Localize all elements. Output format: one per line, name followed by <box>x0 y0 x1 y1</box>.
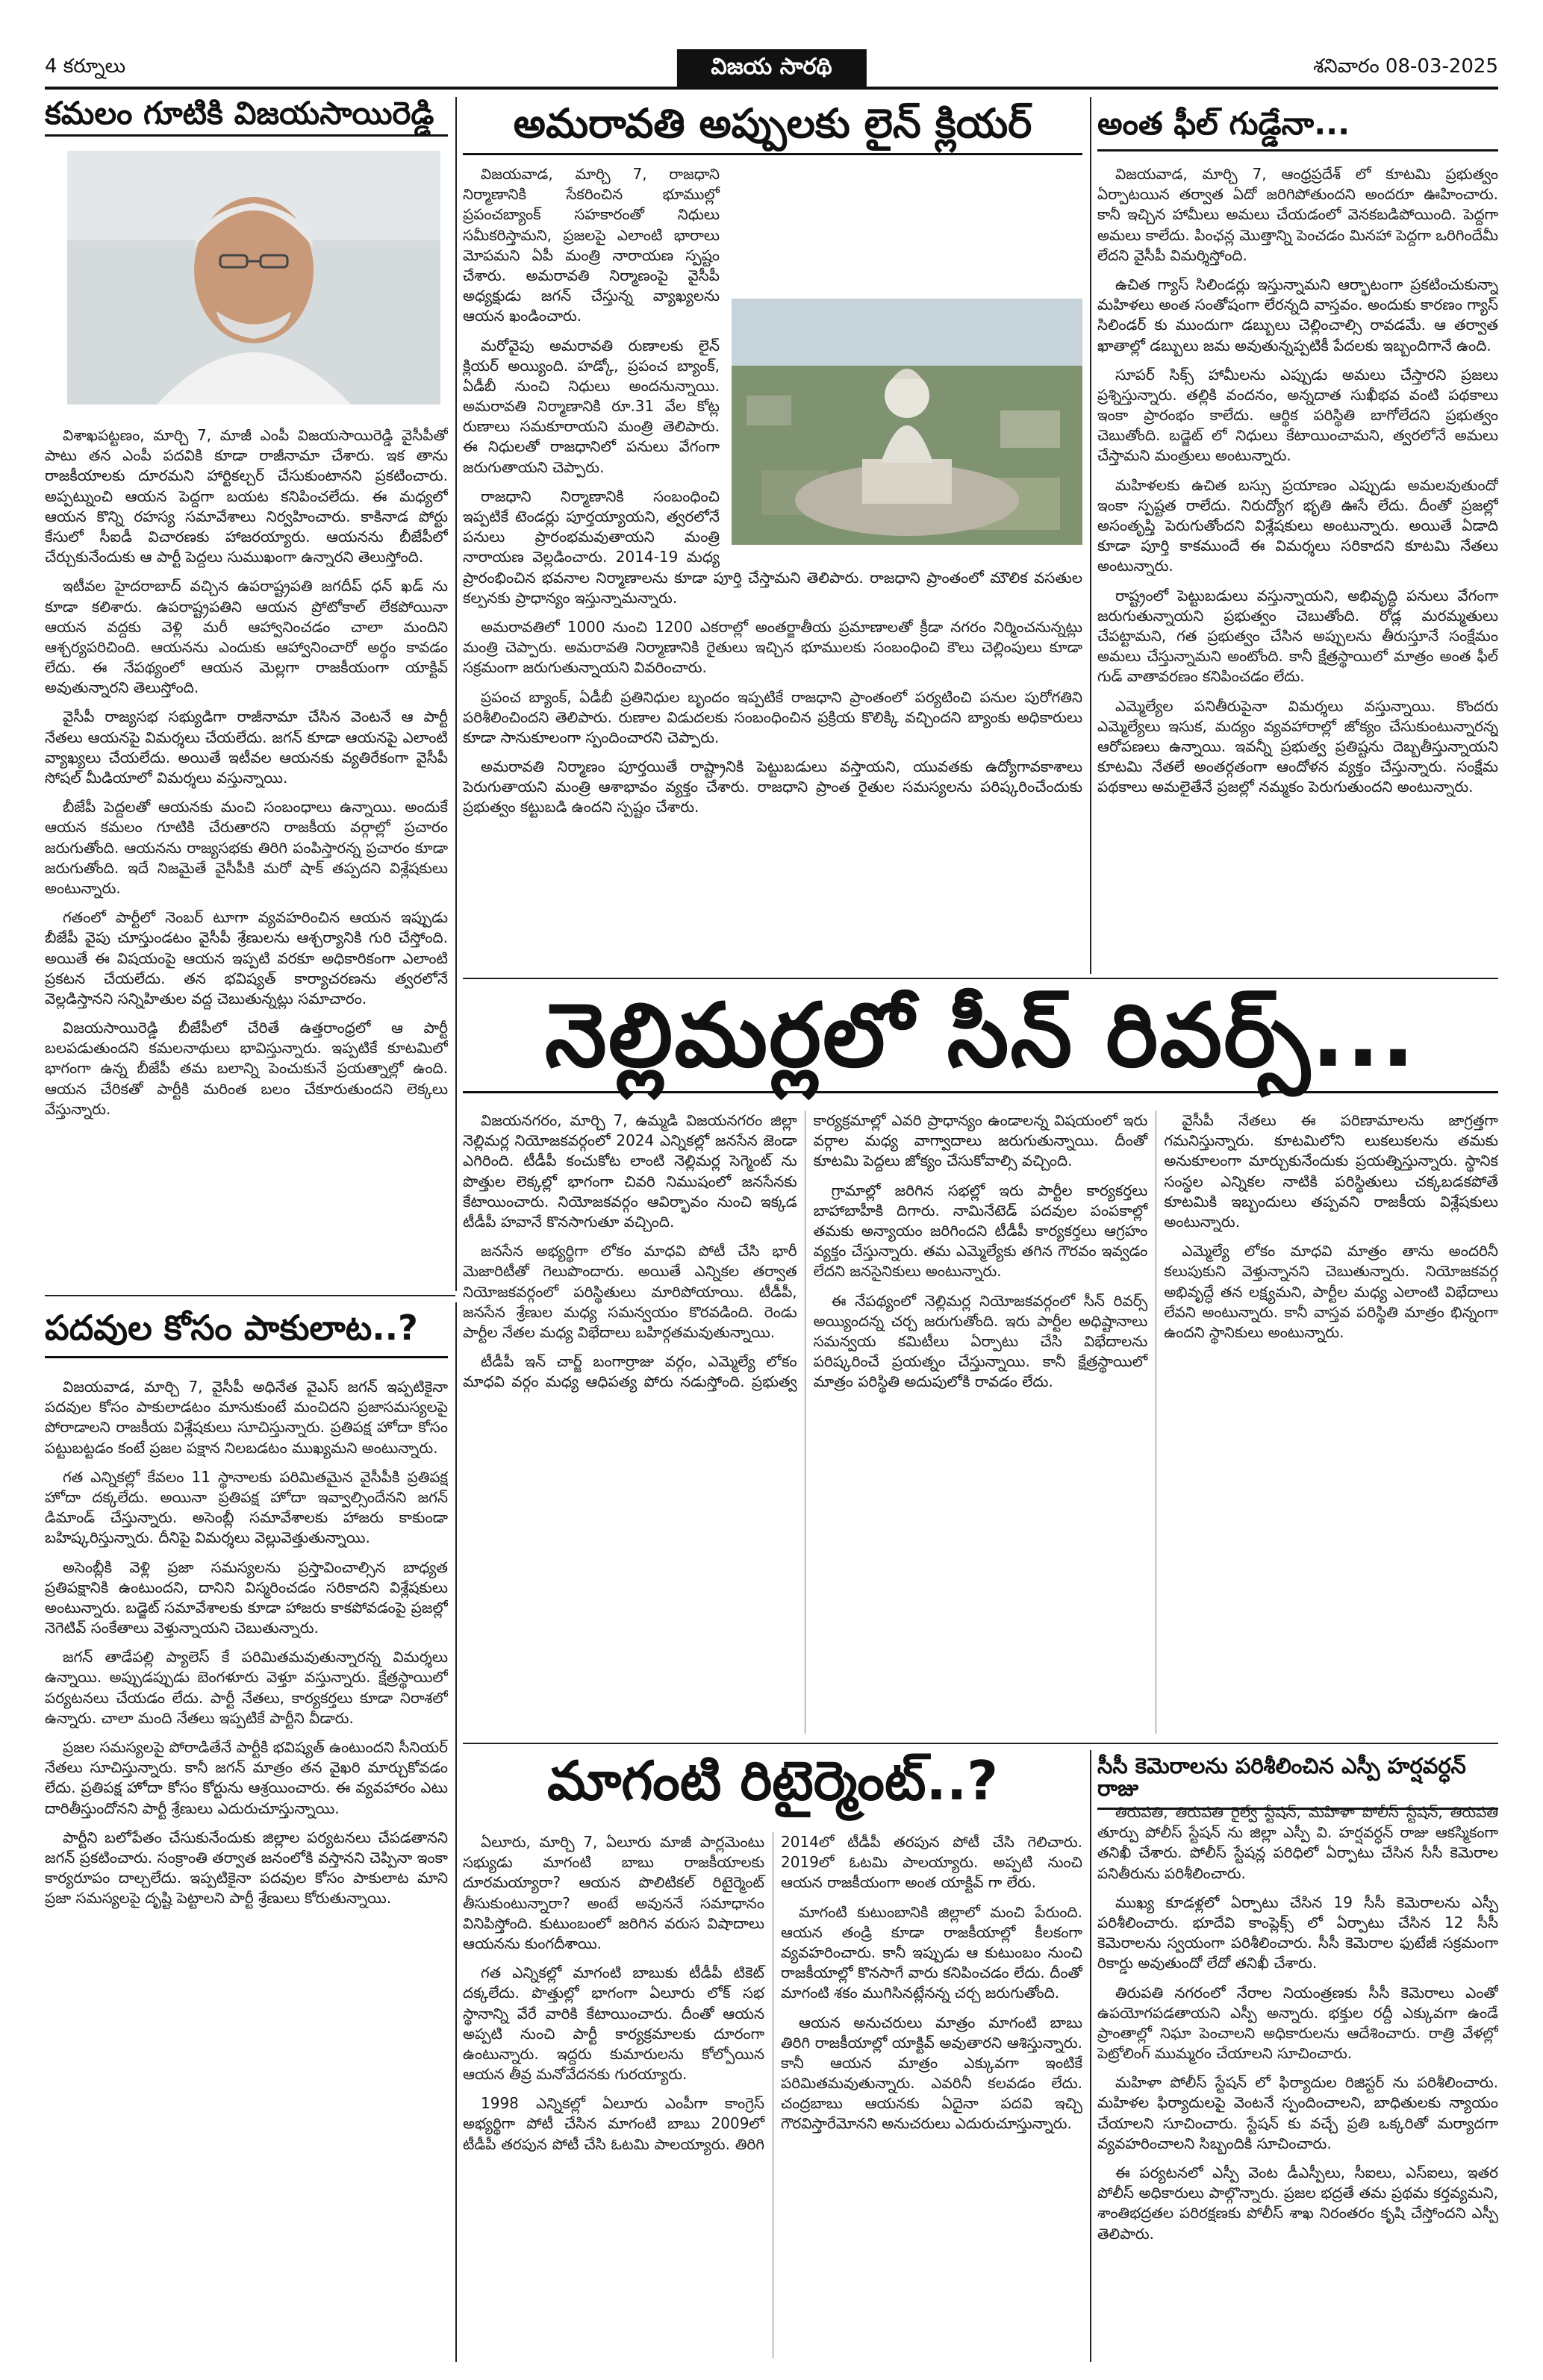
buddha-statue-photo <box>732 299 1082 545</box>
story-headline: మాగంటి రిటైర్మెంట్..? <box>547 1749 998 1812</box>
paragraph: మహిళా పోలీస్ స్టేషన్ లో ఫిర్యాదుల రిజిస్టర్ ను పరిశీలించారు. మహిళల ఫిర్యాదులపై వెంటనే స్పందించాలని, బాధితులకు న్యాయం చేయాలని సూచించారు. స్టేషన్ కు వచ్చే ప్రతి ఒక్కరితో మర్యాదగా వ్యవహరించాలని సిబ్బందికి సూచించారు. <box>1097 2073 1498 2152</box>
story-body <box>463 1832 1082 2358</box>
story-vijayasai <box>45 97 448 1216</box>
paragraph: పార్టీని బలోపేతం చేసుకునేందుకు జిల్లాల పర్యటనలు చేపడతానని జగన్ ప్రకటించారు. సంక్రాంతి తర్వాత జనంలోకి వస్తానని చెప్పినా ఇంకా కార్యరూపం దాల్చలేదు. ఇప్పటికైనా పదవుల కోసం పాకులాట మాని ప్రజా సమస్యలపై దృష్టి పెట్టాలని పార్టీ శ్రేణులు కోరుతున్నాయి. <box>45 1828 448 1908</box>
story-padavula <box>45 1302 448 2362</box>
paragraph: ఎమ్మెల్యే లోకం మాధవి మాత్రం తాను అందరినీ కలుపుకుని వెళ్తున్నానని చెబుతున్నారు. నియోజకవర్గ అభివృద్ధే తన లక్ష్యమని, పార్టీల మధ్య ఎలాంటి విభేదాలు లేవని అంటున్నారు. కానీ వాస్తవ పరిస్థితి మాత్రం భిన్నంగా ఉందని స్థానికులు అంటున్నారు. <box>1164 1242 1498 1341</box>
date-line: శనివారం 08-03-2025 <box>1313 55 1498 78</box>
paragraph: అసెంబ్లీకి వెళ్లి ప్రజా సమస్యలను ప్రస్తావించాల్సిన బాధ్యత ప్రతిపక్షానికి ఉంటుందని, దానిని విస్మరించడం సరికాదని విశ్లేషకులు అంటున్నారు. బడ్జెట్ సమావేశాలకు కూడా హాజరు కాకపోవడంపై ప్రజల్లో నెగెటివ్ సంకేతాలు వెళ్తున్నాయని చెబుతున్నారు. <box>45 1558 448 1637</box>
paragraph: ఆయన అనుచరులు మాత్రం మాగంటి బాబు తిరిగి రాజకీయాల్లో యాక్టివ్ అవుతారని ఆశిస్తున్నారు. కానీ ఆయన మాత్రం ఎక్కువగా ఇంటికే పరిమితమవుతున్నారు. ఎవరినీ కలవడం లేదు. చంద్రబాబు ఆయనకు ఏదైనా పదవి ఇచ్చి గౌరవిస్తారేమోనని అనుచరులు ఎదురుచూస్తున్నారు. <box>781 2013 1082 2133</box>
story-headline: అంత ఫీల్ గుడ్డేనా... <box>1097 97 1498 152</box>
paragraph: అమరావతి నిర్మాణం పూర్తయితే రాష్ట్రానికి పెట్టుబడులు వస్తాయని, యువతకు ఉద్యోగావకాశాలు పెరుగుతాయని మంత్రి ఆశాభావం వ్యక్తం చేశారు. రాజధాని ప్రాంత రైతుల సమస్యలను పరిష్కరించేందుకు ప్రభుత్వం కట్టుబడి ఉందని స్పష్టం చేశారు. <box>463 758 1082 816</box>
paragraph: గత ఎన్నికల్లో కేవలం 11 స్థానాలకు పరిమితమైన వైసీపీకి ప్రతిపక్ష హోదా దక్కలేదు. అయినా ప్రతిపక్ష హోదా ఇవ్వాల్సిందేనని జగన్ డిమాండ్ చేస్తున్నారు. అసెంబ్లీ సమావేశాలకు హాజరు కాకుండా బహిష్కరిస్తున్నారు. దీనిపై విమర్శలు వెల్లువెత్తుతున్నాయి. <box>45 1467 448 1547</box>
paragraph: అమరావతిలో 1000 నుంచి 1200 ఎకరాల్లో అంతర్జాతీయ ప్రమాణాలతో క్రీడా నగరం నిర్మించనున్నట్లు మంత్రి చెప్పారు. అమరావతి నిర్మాణానికి రైతులు ఇచ్చిన భూములకు సంబంధించి కౌలు చెల్లింపులు కూడా సక్రమంగా జరుగుతున్నాయని వివరించారు. <box>463 617 1082 677</box>
section-rule <box>463 1743 1498 1744</box>
paragraph: ఎమ్మెల్యేల పనితీరుపైనా విమర్శలు వస్తున్నాయి. కొందరు ఎమ్మెల్యేలు ఇసుక, మద్యం వ్యవహారాల్లో జోక్యం చేసుకుంటున్నారన్న ఆరోపణలు ఉన్నాయి. ఇవన్నీ ప్రభుత్వ ప్రతిష్టను దెబ్బతీస్తున్నాయని కూటమి నేతలే అంతర్గతంగా ఆందోళన వ్యక్తం చేస్తున్నారు. సంక్షేమ పథకాలు అమలైతేనే ప్రజల్లో నమ్మకం పెరుగుతుందని అంటున్నారు. <box>1097 696 1498 796</box>
story-body <box>45 425 448 1213</box>
paragraph: వైసీపీ రాజ్యసభ సభ్యుడిగా రాజీనామా చేసిన వెంటనే ఆ పార్టీ నేతలు ఆయనపై విమర్శలు చేయలేదు. జగన్ కూడా ఆయనపై ఎలాంటి వ్యాఖ్యలు చేయలేదు. అయితే ఇటీవల ఆయనకు వ్యతిరేకంగా వైసీపీ సోషల్ మీడియాలో విమర్శలు వస్తున్నాయి. <box>45 708 448 787</box>
column-rule <box>455 1302 457 2362</box>
paragraph: బీజేపీ పెద్దలతో ఆయనకు మంచి సంబంధాలు ఉన్నాయి. అందుకే ఆయన కమలం గూటికి చేరుతారని రాజకీయ వర్గాల్లో ప్రచారం జరుగుతోంది. ఆయనను రాజ్యసభకు తిరిగి పంపిస్తారన్న ప్రచారం కూడా జరుగుతోంది. ఇదే నిజమైతే వైసీపీకి మరో షాక్ తప్పదని విశ్లేషకులు అంటున్నారు. <box>45 798 448 897</box>
paragraph: ఈ పర్యటనలో ఎస్పీ వెంట డీఎస్పీలు, సీఐలు, ఎస్ఐలు, ఇతర పోలీస్ అధికారులు పాల్గొన్నారు. ప్రజల భద్రతే తమ ప్రథమ కర్తవ్యమని, శాంతిభద్రతల పరిరక్షణకు పోలీస్ శాఖ నిరంతరం కృషి చేస్తోందని ఎస్పీ తెలిపారు. <box>1097 2164 1498 2243</box>
story-body <box>463 1111 1498 1734</box>
story-body <box>463 164 1082 970</box>
masthead <box>45 49 1498 90</box>
paragraph: రాష్ట్రంలో పెట్టుబడులు వస్తున్నాయని, అభివృద్ధి పనులు వేగంగా జరుగుతున్నాయని ప్రభుత్వం చెబుతోంది. రోడ్ల మరమ్మతులు చేపట్టామని, గత ప్రభుత్వం చేసిన అప్పులను తీరుస్తూనే సంక్షేమం అమలు చేస్తున్నామని అంటోంది. కానీ క్షేత్రస్థాయిలో మాత్రం అంత ఫీల్ గుడ్ వాతావరణం కనిపించడం లేదు. <box>1097 586 1498 686</box>
story-nellimarla <box>463 984 1498 1737</box>
column-rule <box>1090 97 1091 974</box>
page-label: 4 కర్నూలు <box>45 55 126 78</box>
story-headline: నెల్లిమర్లలో సీన్ రివర్స్... <box>463 984 1498 1093</box>
paragraph: జనసేన అభ్యర్థిగా లోకం మాధవి పోటీ చేసి భారీ మెజారిటీతో గెలుపొందారు. అయితే ఎన్నికల తర్వాత నియోజకవర్గంలో పరిస్థితులు మారిపోయాయి. టీడీపీ, జనసేన శ్రేణుల మధ్య సమన్వయం కొరవడింది. రెండు పార్టీల నేతల మధ్య విభేదాలు బహిర్గతమవుతున్నాయి. <box>463 1242 797 1341</box>
paragraph: సూపర్ సిక్స్ హామీలను ఎప్పుడు అమలు చేస్తారని ప్రజలు ప్రశ్నిస్తున్నారు. తల్లికి వందనం, అన్నదాత సుఖీభవ వంటి పథకాలు ఇంకా ప్రారంభం కాలేదు. ఆర్థిక పరిస్థితి బాగోలేదని ప్రభుత్వం చెబుతోంది. బడ్జెట్ లో నిధులు కేటాయించామని, త్వరలోనే అమలు చేస్తామని మంత్రులు అంటున్నారు. <box>1097 365 1498 465</box>
paragraph: 1998 ఎన్నికల్లో ఏలూరు ఎంపీగా కాంగ్రెస్ అభ్యర్థిగా పోటీ చేసిన మాగంటి బాబు 2009లో టీడీపీ తరపున పోటీ చేసి ఓటమి పాలయ్యారు. తిరిగి 2014లో టీడీపీ తరపున పోటీ చేసి గెలిచారు. 2019లో ఓటమి పాలయ్యారు. అప్పటి నుంచి ఆయన రాజకీయంగా అంత యాక్టివ్ గా లేరు. <box>463 1833 1082 2153</box>
story-headline: కమలం గూటికి విజయసాయిరెడ్డి <box>45 97 448 137</box>
story-headline: అమరావతి అప్పులకు లైన్ క్లియర్ <box>463 97 1082 155</box>
paragraph: ఈ నేపథ్యంలో నెల్లిమర్ల నియోజకవర్గంలో సీన్ రివర్స్ అయ్యిందన్న చర్చ జరుగుతోంది. ఇరు పార్టీల అధిష్టానాలు సమన్వయ కమిటీలు ఏర్పాటు చేసి విభేదాలను పరిష్కరించే ప్రయత్నం చేస్తున్నాయి. కానీ క్షేత్రస్థాయిలో మాత్రం పరిస్థితి అదుపులోకి రావడం లేదు. <box>813 1291 1148 1391</box>
story-headline: సీసీ కెమెరాలను పరిశీలించిన ఎస్పీ హర్షవర్ధన్ రాజు <box>1097 1750 1498 1810</box>
paragraph: విజయవాడ, మార్చి 7, వైసీపీ అధినేత వైఎస్ జగన్ ఇప్పటికైనా పదవుల కోసం పాకులాడటం మానుకుంటే మంచిదని ప్రజాసమస్యలపై పోరాడాలని రాజకీయ విశ్లేషకులు సూచిస్తున్నారు. ప్రతిపక్ష హోదా కోసం పట్టుబట్టడం కంటే ప్రజల పక్షాన నిలబడటం ముఖ్యమని అంటున్నారు. <box>45 1378 448 1457</box>
paragraph: ఉచిత గ్యాస్ సిలిండర్లు ఇస్తున్నామని ఆర్భాటంగా ప్రకటించుకున్నా మహిళలు అంత సంతోషంగా లేరన్నది వాస్తవం. అందుకు కారణం గ్యాస్ సిలిండర్ కు ముందుగా డబ్బులు చెల్లించాల్సి రావడమే. ఆ తర్వాత ఖాతాల్లో డబ్బులు జమ అవుతున్నప్పటికీ పేదలకు ఇబ్బందిగానే ఉంది. <box>1097 275 1498 354</box>
paragraph: మరోవైపు అమరావతి రుణాలకు లైన్ క్లియర్ అయ్యింది. హడ్కో, ప్రపంచ బ్యాంక్, ఏడీబీ నుంచి నిధులు అందనున్నాయి. అమరావతి నిర్మాణానికి రూ.31 వేల కోట్ల రుణాలు సమకూరాయని మంత్రి తెలిపారు. ఈ నిధులతో రాజధానిలో పనులు వేగంగా జరుగుతాయని చెప్పారు. <box>463 336 720 476</box>
paragraph: ప్రజల సమస్యలపై పోరాడితేనే పార్టీకి భవిష్యత్ ఉంటుందని సీనియర్ నేతలు సూచిస్తున్నారు. కానీ జగన్ మాత్రం తన వైఖరి మార్చుకోవడం లేదు. ప్రతిపక్ష హోదా కోసం కోర్టును ఆశ్రయించారు. ఈ వ్యవహారం ఎటు దారితీస్తుందోనని పార్టీ శ్రేణులు ఎదురుచూస్తున్నాయి. <box>45 1738 448 1817</box>
section-rule <box>45 1295 455 1296</box>
story-maganti <box>463 1750 1082 2362</box>
story-body <box>1097 164 1498 970</box>
paragraph: తిరుపతి నగరంలో నేరాల నియంత్రణకు సీసీ కెమెరాలు ఎంతో ఉపయోగపడతాయని ఎస్పీ అన్నారు. భక్తుల రద్దీ ఎక్కువగా ఉండే ప్రాంతాల్లో నిఘా పెంచాలని అధికారులను ఆదేశించారు. రాత్రి వేళల్లో పెట్రోలింగ్ ముమ్మరం చేయాలని సూచించారు. <box>1097 1983 1498 2063</box>
paragraph: ముఖ్య కూడళ్లలో ఏర్పాటు చేసిన 19 సీసీ కెమెరాలను ఎస్పీ పరిశీలించారు. భూదేవి కాంప్లెక్స్ లో ఏర్పాటు చేసిన 12 సీసీ కెమెరాలను స్వయంగా పరిశీలించారు. సీసీ కెమెరాల ఫుటేజీ సక్రమంగా రికార్డు అవుతుందో లేదో తనిఖీ చేశారు. <box>1097 1893 1498 1973</box>
paragraph: ఇటీవల హైదరాబాద్ వచ్చిన ఉపరాష్ట్రపతి జగదీప్ ధన్ ఖడ్ ను కూడా కలిశారు. ఉపరాష్ట్రపతిని ఆయన ప్రోటోకాల్ లేకపోయినా ఆయన వద్దకు వెళ్లి మరీ ఆహ్వానించడం చాలా మందిని ఆశ్చర్యపరిచింది. ఆయనను ఎందుకు ఆహ్వానించారో అర్థం కావడం లేదు. ఈ నేపథ్యంలో ఆయన మెల్లగా రాజకీయంగా యాక్టివ్ అవుతున్నారని తెలుస్తోంది. <box>45 577 448 697</box>
paragraph: జగన్ తాడేపల్లి ప్యాలెస్ కే పరిమితమవుతున్నారన్న విమర్శలు ఉన్నాయి. అప్పుడప్పుడు బెంగళూరు వెళ్తూ వస్తున్నారు. క్షేత్రస్థాయిలో పర్యటనలు చేయడం లేదు. పార్టీ నేతలు, కార్యకర్తలు కూడా నిరాశలో ఉన్నారు. చాలా మంది నేతలు ఇప్పటికే పార్టీని వీడారు. <box>45 1648 448 1727</box>
portrait-illustration <box>67 151 440 405</box>
paragraph: గ్రామాల్లో జరిగిన సభల్లో ఇరు పార్టీల కార్యకర్తలు బాహాబాహీకి దిగారు. నామినేటెడ్ పదవుల పంపకాల్లో తమకు అన్యాయం జరిగిందని టీడీపీ కార్యకర్తలు ఆగ్రహం వ్యక్తం చేస్తున్నారు. తమ ఎమ్మెల్యేకు తగిన గౌరవం ఇవ్వడం లేదని జనసైనికులు అంటున్నారు. <box>813 1181 1148 1281</box>
column-rule <box>455 97 457 1291</box>
story-amaravati <box>463 97 1082 974</box>
paragraph: విజయవాడ, మార్చి 7, రాజధాని నిర్మాణానికి సేకరించిన భూముల్లో ప్రపంచబ్యాంక్ సహకారంతో నిధులు సమీకరిస్తామని, ప్రజలపై ఎలాంటి భారాలు మోపమని ఏపీ మంత్రి నారాయణ స్పష్టం చేశారు. అమరావతి నిర్మాణంపై వైసీపీ అధ్యక్షుడు జగన్ చేస్తున్న వ్యాఖ్యలను ఆయన ఖండించారు. <box>463 165 720 325</box>
paper-name: విజయ సారథి <box>676 49 866 90</box>
story-headline: పదవుల కోసం పాకులాట..? <box>45 1302 448 1358</box>
paragraph: తిరుపతి, తిరుపతి రైల్వే స్టేషన్, మహిళా పోలీస్ స్టేషన్, తిరుపతి తూర్పు పోలీస్ స్టేషన్ ను జిల్లా ఎస్పీ వి. హర్షవర్ధన్ రాజు ఆకస్మికంగా తనిఖీ చేశారు. పోలీస్ స్టేషన్ల పరిధిలో ఏర్పాటు చేసిన సీసీ కెమెరాల పనితీరును పరిశీలించారు. <box>1097 1803 1498 1882</box>
paragraph: విజయసాయిరెడ్డి బీజేపీలో చేరితే ఉత్తరాంధ్రలో ఆ పార్టీ బలపడుతుందని కమలనాథులు భావిస్తున్నారు. ఇప్పటికే కూటమిలో భాగంగా ఉన్న బీజేపీ తమ బలాన్ని పెంచుకునే ప్రయత్నాల్లో ఉంది. ఆయన చేరికతో పార్టీకి మరింత బలం చేకూరుతుందని లెక్కలు వేస్తున్నారు. <box>45 1019 448 1118</box>
story-feel-good <box>1097 97 1498 974</box>
section-rule <box>463 978 1498 979</box>
paragraph: గతంలో పార్టీలో నెంబర్ టూగా వ్యవహరించిన ఆయన ఇప్పుడు బీజేపీ వైపు చూస్తుండటం వైసీపీ శ్రేణులను ఆశ్చర్యానికి గురి చేస్తోంది. అయితే ఈ విషయంపై ఆయన ఇప్పటి వరకూ అధికారికంగా ఎలాంటి ప్రకటన చేయలేదు. తన భవిష్యత్ కార్యాచరణను త్వరలోనే వెల్లడిస్తానని సన్నిహితుల వద్ద చెబుతున్నట్లు సమాచారం. <box>45 908 448 1008</box>
paragraph: మహిళలకు ఉచిత బస్సు ప్రయాణం ఎప్పుడు అమలవుతుందో ఇంకా స్పష్టత రాలేదు. నిరుద్యోగ భృతి ఊసే లేదు. దీంతో ప్రజల్లో అసంతృప్తి పెరుగుతోందని విశ్లేషకులు అంటున్నారు. అయితే ఏడాది కూడా పూర్తి కాకముందే ఈ విమర్శలు సరికాదని కూటమి నేతలు అంటున్నారు. <box>1097 475 1498 575</box>
paragraph: ఏలూరు, మార్చి 7, ఏలూరు మాజీ పార్లమెంటు సభ్యుడు మాగంటి బాబు రాజకీయాలకు దూరమయ్యారా? ఆయన పొలిటికల్ రిటైర్మెంట్ తీసుకుంటున్నారా? అంటే అవుననే సమాధానం వినిపిస్తోంది. కుటుంబంలో జరిగిన వరుస విషాదాలు ఆయనను కుంగదీశాయి. <box>463 1833 764 1952</box>
story-body <box>1097 1802 1498 2358</box>
paragraph: విశాఖపట్టణం, మార్చి 7, మాజీ ఎంపీ విజయసాయిరెడ్డి వైసీపీతో పాటు తన ఎంపీ పదవికి కూడా రాజీనామా చేశారు. ఇక తాను రాజకీయాలకు దూరమని హార్టికల్చర్ చేసుకుంటానని ప్రకటించారు. అప్పట్నుంచి ఆయన పెద్దగా బయట కనిపించలేదు. ఈ మధ్యలో ఆయన కొన్ని రహస్య సమావేశాలు నిర్వహించారు. కాకినాడ పోర్టు కేసులో సీఐడీ విచారణకు హాజరయ్యారు. ఆయనను బీజేపీలో చేర్చుకునేందుకు ఆ పార్టీ పెద్దలు సుముఖంగా ఉన్నారని తెలుస్తోంది. <box>45 426 448 566</box>
paragraph: వైసీపీ నేతలు ఈ పరిణామాలను జాగ్రత్తగా గమనిస్తున్నారు. కూటమిలోని లుకలుకలను తమకు అనుకూలంగా మార్చుకునేందుకు ప్రయత్నిస్తున్నారు. స్థానిక సంస్థల ఎన్నికల నాటికి పరిస్థితులు చక్కబడకపోతే కూటమికి ఇబ్బందులు తప్పవని రాజకీయ విశ్లేషకులు అంటున్నారు. <box>1164 1111 1498 1231</box>
story-body <box>45 1377 448 2358</box>
paragraph: రాజధాని నిర్మాణానికి సంబంధించి ఇప్పటికే టెండర్లు పూర్తయ్యాయని, త్వరలోనే పనులు ప్రారంభమవుతాయని మంత్రి నారాయణ వెల్లడించారు. 2014-19 మధ్య ప్రారంభించిన భవనాల నిర్మాణాలను కూడా పూర్తి చేస్తామని తెలిపారు. రాజధాని ప్రాంతంలో మౌలిక వసతుల కల్పనకు ప్రాధాన్యం ఇస్తున్నామన్నారు. <box>463 487 1082 607</box>
paragraph: మాగంటి కుటుంబానికి జిల్లాలో మంచి పేరుంది. ఆయన తండ్రి కూడా రాజకీయాల్లో కీలకంగా వ్యవహరించారు. కానీ ఇప్పుడు ఆ కుటుంబం నుంచి రాజకీయాల్లో కొనసాగే వారు కనిపించడం లేదు. దీంతో మాగంటి శకం ముగిసినట్లేనన్న చర్చ జరుగుతోంది. <box>781 1902 1082 2002</box>
paragraph: గత ఎన్నికల్లో మాగంటి బాబుకు టీడీపీ టికెట్ దక్కలేదు. పొత్తుల్లో భాగంగా ఏలూరు లోక్ సభ స్థానాన్ని వేరే వారికి కేటాయించారు. దీంతో ఆయన అప్పటి నుంచి పార్టీ కార్యక్రమాలకు దూరంగా ఉంటున్నారు. ఇద్దరు కుమారులను కోల్పోయిన ఆయన తీవ్ర మనోవేదనకు గురయ్యారు. <box>463 1964 764 2084</box>
paragraph: టీడీపీ ఇన్ చార్జ్ బంగార్రాజు వర్గం, ఎమ్మెల్యే లోకం మాధవి వర్గం మధ్య ఆధిపత్య పోరు నడుస్తోంది. ప్రభుత్వ కార్యక్రమాల్లో ఎవరి ప్రాధాన్యం ఉండాలన్న విషయంలో ఇరు వర్గాల మధ్య వాగ్వాదాలు జరుగుతున్నాయి. దీంతో కూటమి పెద్దలు జోక్యం చేసుకోవాల్సి వచ్చింది. <box>463 1111 1148 1391</box>
column-rule <box>1090 1750 1091 2362</box>
paragraph: విజయనగరం, మార్చి 7, ఉమ్మడి విజయనగరం జిల్లా నెల్లిమర్ల నియోజకవర్గంలో 2024 ఎన్నికల్లో జనసేన జెండా ఎగిరింది. టీడీపీ కంచుకోట లాంటి నెల్లిమర్ల సెగ్మెంట్ ను పొత్తుల లెక్కల్లో భాగంగా చివరి నిముషంలో జనసేనకు కేటాయించారు. నియోజకవర్గం ఆవిర్భావం నుంచి ఇక్కడ టీడీపీ హవానే కొనసాగుతూ వచ్చింది. <box>463 1111 797 1231</box>
aerial-photo-illustration <box>732 299 1082 545</box>
vijayasai-photo <box>67 151 440 405</box>
paragraph: ప్రపంచ బ్యాంక్, ఏడీబీ ప్రతినిధుల బృందం ఇప్పటికే రాజధాని ప్రాంతంలో పర్యటించి పనుల పురోగతిని పరిశీలించిందని తెలిపారు. రుణాల విడుదలకు సంబంధించిన ప్రక్రియ కొలిక్కి వచ్చిందని బ్యాంకు అధికారులు కూడా సానుకూలంగా స్పందించారని చెప్పారు. <box>463 687 1082 746</box>
paragraph: విజయవాడ, మార్చి 7, ఆంధ్రప్రదేశ్ లో కూటమి ప్రభుత్వం ఏర్పాటయిన తర్వాత ఏదో జరిగిపోతుందని అందరూ ఊహించారు. కానీ ఇచ్చిన హామీలు అమలు చేయడంలో వెనకబడిపోయింది. పెద్దగా అమలు కాలేదు. పింఛన్ల మొత్తాన్ని పెంచడం మినహా పెద్దగా ఒరిగిందేమీ లేదని వైసీపీ విమర్శిస్తోంది. <box>1097 165 1498 264</box>
story-cctv <box>1097 1750 1498 2362</box>
